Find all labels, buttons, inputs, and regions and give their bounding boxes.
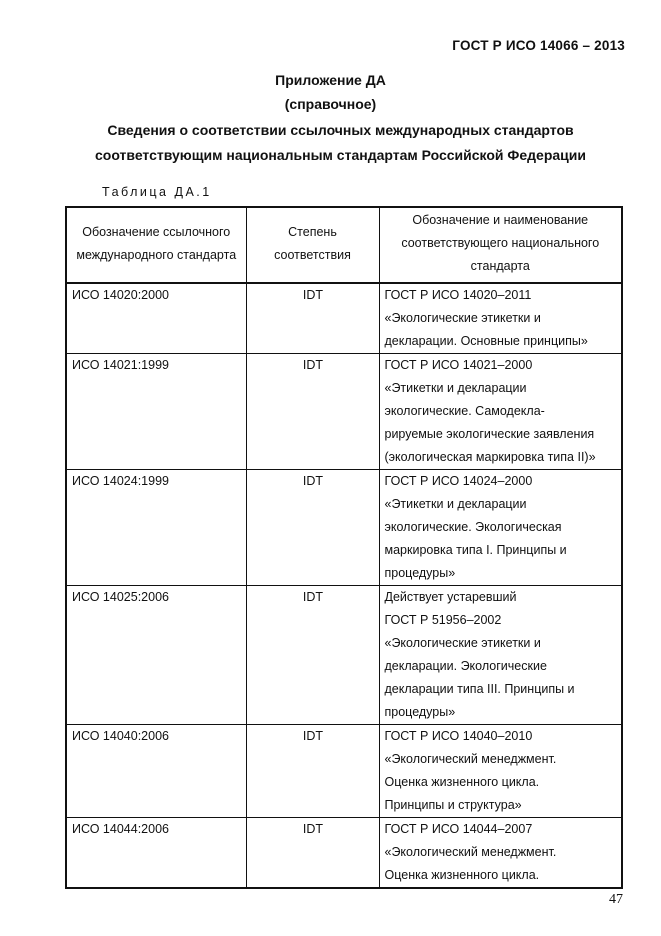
national-standard-line: ГОСТ Р ИСО 14024–2000 — [384, 474, 533, 488]
national-standard-line: процедуры» — [384, 705, 456, 719]
national-standard-line: ГОСТ Р ИСО 14040–2010 — [384, 729, 533, 743]
national-standard-line: рируемые экологические заявления — [384, 427, 595, 441]
document-code: ГОСТ Р ИСО 14066 – 2013 — [452, 38, 625, 53]
appendix-title: Приложение ДА — [275, 72, 386, 88]
correspondence-table — [65, 206, 623, 889]
national-standard-line: ГОСТ Р ИСО 14044–2007 — [384, 822, 533, 836]
appendix-type: (справочное) — [284, 96, 377, 112]
table-header-row — [66, 207, 622, 283]
national-standard-line: «Экологические этикетки и — [384, 636, 541, 650]
national-standard-line: «Экологический менеджмент. — [384, 845, 557, 859]
national-standard-line: маркировка типа I. Принципы и — [384, 543, 567, 557]
appendix-heading-line-1: Сведения о соответствии ссылочных международных стандартов — [107, 122, 574, 138]
national-standard-line: «Этикетки и декларации — [384, 497, 527, 511]
national-standard-line: «Экологический менеджмент. — [384, 752, 557, 766]
table-body — [66, 283, 622, 888]
intl-standard-cell: ИСО 14025:2006 — [66, 586, 246, 725]
national-standard-line: Действует устаревший — [384, 590, 517, 604]
degree-cell: IDT — [246, 586, 379, 725]
appendix-heading-line-2: соответствующим национальным стандартам Российской Федерации — [95, 147, 586, 163]
national-standard-cell — [379, 283, 622, 354]
intl-standard-cell: ИСО 14020:2000 — [66, 283, 246, 354]
degree-cell: IDT — [246, 818, 379, 889]
national-standard-line: «Этикетки и декларации — [384, 381, 527, 395]
national-standard-line: ГОСТ Р ИСО 14020–2011 — [384, 288, 532, 302]
national-standard-line: экологические. Самодекла- — [384, 404, 545, 418]
national-standard-line: процедуры» — [384, 566, 456, 580]
national-standard-cell — [379, 470, 622, 586]
table-row — [66, 725, 622, 818]
national-standard-line: экологические. Экологическая — [384, 520, 562, 534]
table-row — [66, 354, 622, 470]
national-standard-line: Принципы и структура» — [384, 798, 522, 812]
table-row — [66, 470, 622, 586]
national-standard-line: декларации. Основные принципы» — [384, 334, 588, 348]
degree-cell: IDT — [246, 470, 379, 586]
national-standard-cell — [379, 818, 622, 889]
national-standard-line: ГОСТ Р ИСО 14021–2000 — [384, 358, 533, 372]
national-standard-line: декларации. Экологические — [384, 659, 547, 673]
intl-standard-cell: ИСО 14044:2006 — [66, 818, 246, 889]
table-label: Таблица ДА.1 — [102, 185, 212, 199]
intl-standard-cell: ИСО 14040:2006 — [66, 725, 246, 818]
degree-cell: IDT — [246, 283, 379, 354]
table-row — [66, 586, 622, 725]
national-standard-line: «Экологические этикетки и — [384, 311, 541, 325]
national-standard-line: декларации типа III. Принципы и — [384, 682, 575, 696]
national-standard-line: (экологическая маркировка типа II)» — [384, 450, 596, 464]
table-row — [66, 818, 622, 889]
national-standard-cell — [379, 725, 622, 818]
intl-standard-cell: ИСО 14024:1999 — [66, 470, 246, 586]
degree-cell: IDT — [246, 354, 379, 470]
national-standard-cell — [379, 354, 622, 470]
page-number: 47 — [609, 892, 623, 907]
national-standard-line: Оценка жизненного цикла. — [384, 775, 540, 789]
national-standard-line: Оценка жизненного цикла. — [384, 868, 540, 882]
intl-standard-cell: ИСО 14021:1999 — [66, 354, 246, 470]
national-standard-line: ГОСТ Р 51956–2002 — [384, 613, 502, 627]
header-national-standard: Обозначение и наименование соответствующего национального стандарта — [379, 207, 622, 283]
header-degree: Степень соответствия — [246, 207, 379, 283]
national-standard-cell — [379, 586, 622, 725]
degree-cell: IDT — [246, 725, 379, 818]
header-intl-standard: Обозначение ссылочного международного стандарта — [66, 207, 246, 283]
table-row — [66, 283, 622, 354]
